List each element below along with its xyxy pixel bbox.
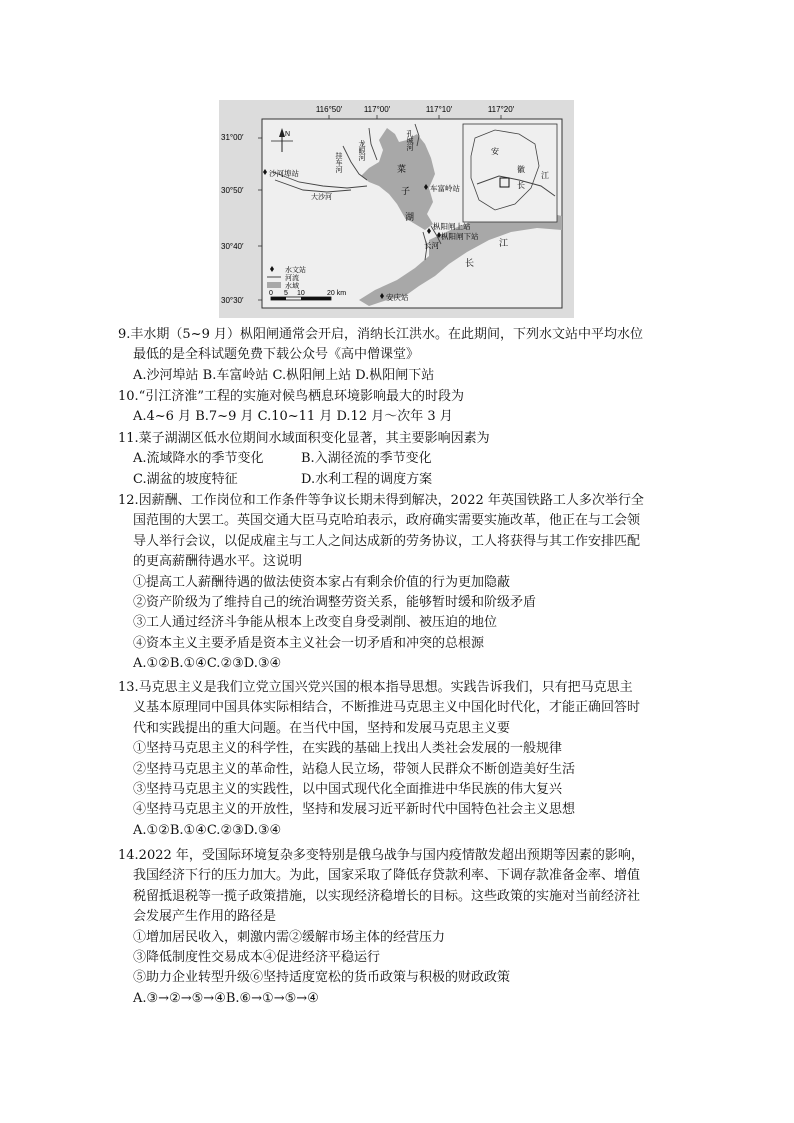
statement-item: ④坚持马克思主义的开放性，坚持和发展习近平新时代中国特色社会主义思想 (133, 802, 576, 818)
answer-options (118, 470, 678, 490)
lake-label: 菜 (397, 165, 407, 175)
lake-label: 湖 (405, 213, 415, 223)
question-stem: 最低的是全科试题免费下载公众号《高中僧课堂》 (133, 347, 420, 363)
scale-label: 0 (269, 290, 273, 297)
scale-bar (271, 297, 331, 300)
legend-label: 水文站 (285, 266, 306, 274)
question-stem: 国范围的大罢工。英国交通大臣马克哈珀表示，政府确实需要实施改革，他正在与工会领 (133, 513, 641, 529)
scale-label: 5 (284, 290, 288, 297)
legend-label: 水域 (285, 282, 299, 290)
option-b: B.入湖径流的季节变化 (301, 451, 432, 467)
question-stem: 的更高薪酬待遇水平。这说明 (133, 554, 303, 570)
lat-label: 30°30′ (221, 296, 244, 305)
inset-label: 长 (517, 181, 525, 190)
station-label: 枞阳闸上站 (433, 222, 471, 231)
inset-label: 江 (541, 171, 549, 180)
question-stem: 导人举行会议，以促成雇主与工人之间达成新的劳务协议，工人将获得与其工作安排匹配 (133, 533, 641, 549)
answer-options: A.沙河埠站 B.车富岭站 C.枞阳闸上站 D.枞阳闸下站 (133, 367, 435, 383)
statement-item: ①提高工人薪酬待遇的做法使资本家占有剩余价值的行为更加隐蔽 (133, 574, 511, 590)
statement-item: ②资产阶级为了维持自己的统治调整劳资关系，能够暂时缓和阶级矛盾 (133, 595, 537, 611)
answer-options: A.4~6 月 B.7~9 月 C.10~11 月 D.12 月～次年 3 月 (133, 409, 453, 425)
scale-label: 20 km (327, 290, 347, 297)
question-11 (118, 429, 678, 490)
statement-item: ①坚持马克思主义的科学性，在实践的基础上找出人类社会发展的一般规律 (133, 741, 563, 757)
question-9 (118, 325, 678, 386)
river-label: 挂车河 (335, 152, 343, 173)
inset-label: 安 (491, 147, 499, 156)
answer-options: A.①②B.①④C.②③D.③④ (133, 656, 282, 672)
question-12 (118, 491, 678, 675)
river-label: 孔城河 (406, 130, 414, 151)
station-label: 沙河埠站 (269, 169, 299, 178)
question-10 (118, 387, 678, 428)
north-label: N (285, 131, 291, 138)
station-label: 枞阳闸下站 (441, 232, 479, 241)
statement-item: ②坚持马克思主义的革命性，站稳人民立场，带领人民群众不断创造美好生活 (133, 761, 576, 777)
question-13 (118, 678, 678, 841)
lat-label: 31°00′ (221, 133, 244, 142)
yangtze-label: 江 (499, 239, 509, 249)
question-stem: 义基本原理同中国具体实际相结合，不断推进马克思主义中国化时代化，才能正确回答时 (133, 700, 641, 716)
question-stem: 会发展产生作用的路径是 (133, 909, 277, 925)
question-stem: 9.丰水期（5~9 月）枞阳闸通常会开启，消纳长江洪水。在此期间，下列水文站中平均水位 (118, 327, 643, 342)
river-label: 大沙河 (311, 193, 332, 201)
option-c: C.湖盆的坡度特征 (133, 471, 238, 487)
question-stem: 14.2022 年，受国际环境复杂多变特别是俄乌战争与国内疫情散发超出预期等因素的影响， (118, 848, 644, 863)
station-label: 车富岭站 (430, 184, 460, 193)
station-label: 安庆站 (386, 293, 409, 302)
map-figure (219, 100, 574, 318)
lon-label: 116°50′ (315, 105, 343, 114)
yangtze-label: 长 (465, 259, 475, 269)
answer-options: A.①②B.①④C.②③D.③④ (133, 822, 282, 838)
scale-label: 10 (297, 290, 305, 297)
statement-item: ①增加居民收入，刺激内需②缓解市场主体的经营压力 (133, 929, 446, 945)
lon-label: 117°10′ (425, 105, 453, 114)
statement-item: ④资本主义主要矛盾是资本主义社会一切矛盾和冲突的总根源 (133, 635, 485, 651)
question-stem: 13.马克思主义是我们立党立国兴党兴国的根本指导思想。实践告诉我们，只有把马克思主 (118, 680, 633, 695)
question-stem: 税留抵退税等一揽子政策措施，以实现经济稳增长的目标。这些政策的实施对当前经济社 (133, 888, 641, 904)
legend-label: 河流 (285, 274, 299, 282)
answer-options: A.③→②→⑤→④B.⑥→①→⑤→④ (133, 990, 319, 1006)
question-stem: 12.因薪酬、工作岗位和工作条件等争议长期未得到解决，2022 年英国铁路工人多次举行全 (118, 493, 644, 508)
inset-label: 徽 (517, 165, 525, 174)
lat-label: 30°50′ (221, 186, 244, 195)
statement-item: ③工人通过经济斗争能从根本上改变自身受剥削、被压迫的地位 (133, 615, 498, 631)
question-stem: 代和实践提出的重大问题。在当代中国，坚持和发展马克思主义要 (133, 720, 511, 736)
lon-label: 117°20′ (487, 105, 515, 114)
option-a: A.流域降水的季节变化 (133, 451, 264, 467)
statement-item: ⑤助力企业转型升级⑥坚持适度宽松的货币政策与积极的财政政策 (133, 970, 511, 986)
lake-label: 子 (401, 187, 411, 197)
statement-item: ③坚持马克思主义的实践性，以中国式现代化全面推进中华民族的伟大复兴 (133, 782, 563, 798)
question-stem: 11.菜子湖湖区低水位期间水域面积变化显著，其主要影响因素为 (118, 431, 490, 446)
lon-label: 117°00′ (363, 105, 391, 114)
question-stem: 我国经济下行的压力加大。为此，国家采取了降低存贷款利率、下调存款准备金率、增值 (133, 868, 641, 884)
lat-label: 30°40′ (221, 242, 244, 251)
statement-item: ③降低制度性交易成本④促进经济平稳运行 (133, 950, 381, 966)
option-d: D.水利工程的调度方案 (301, 471, 433, 487)
answer-options (118, 449, 678, 469)
river-label: 龙眼河 (358, 140, 366, 161)
question-stem: 10.“引江济淮”工程的实施对候鸟栖息环境影响最大的时段为 (118, 389, 464, 404)
question-14 (118, 846, 678, 1009)
river-label: 长河 (424, 241, 439, 250)
